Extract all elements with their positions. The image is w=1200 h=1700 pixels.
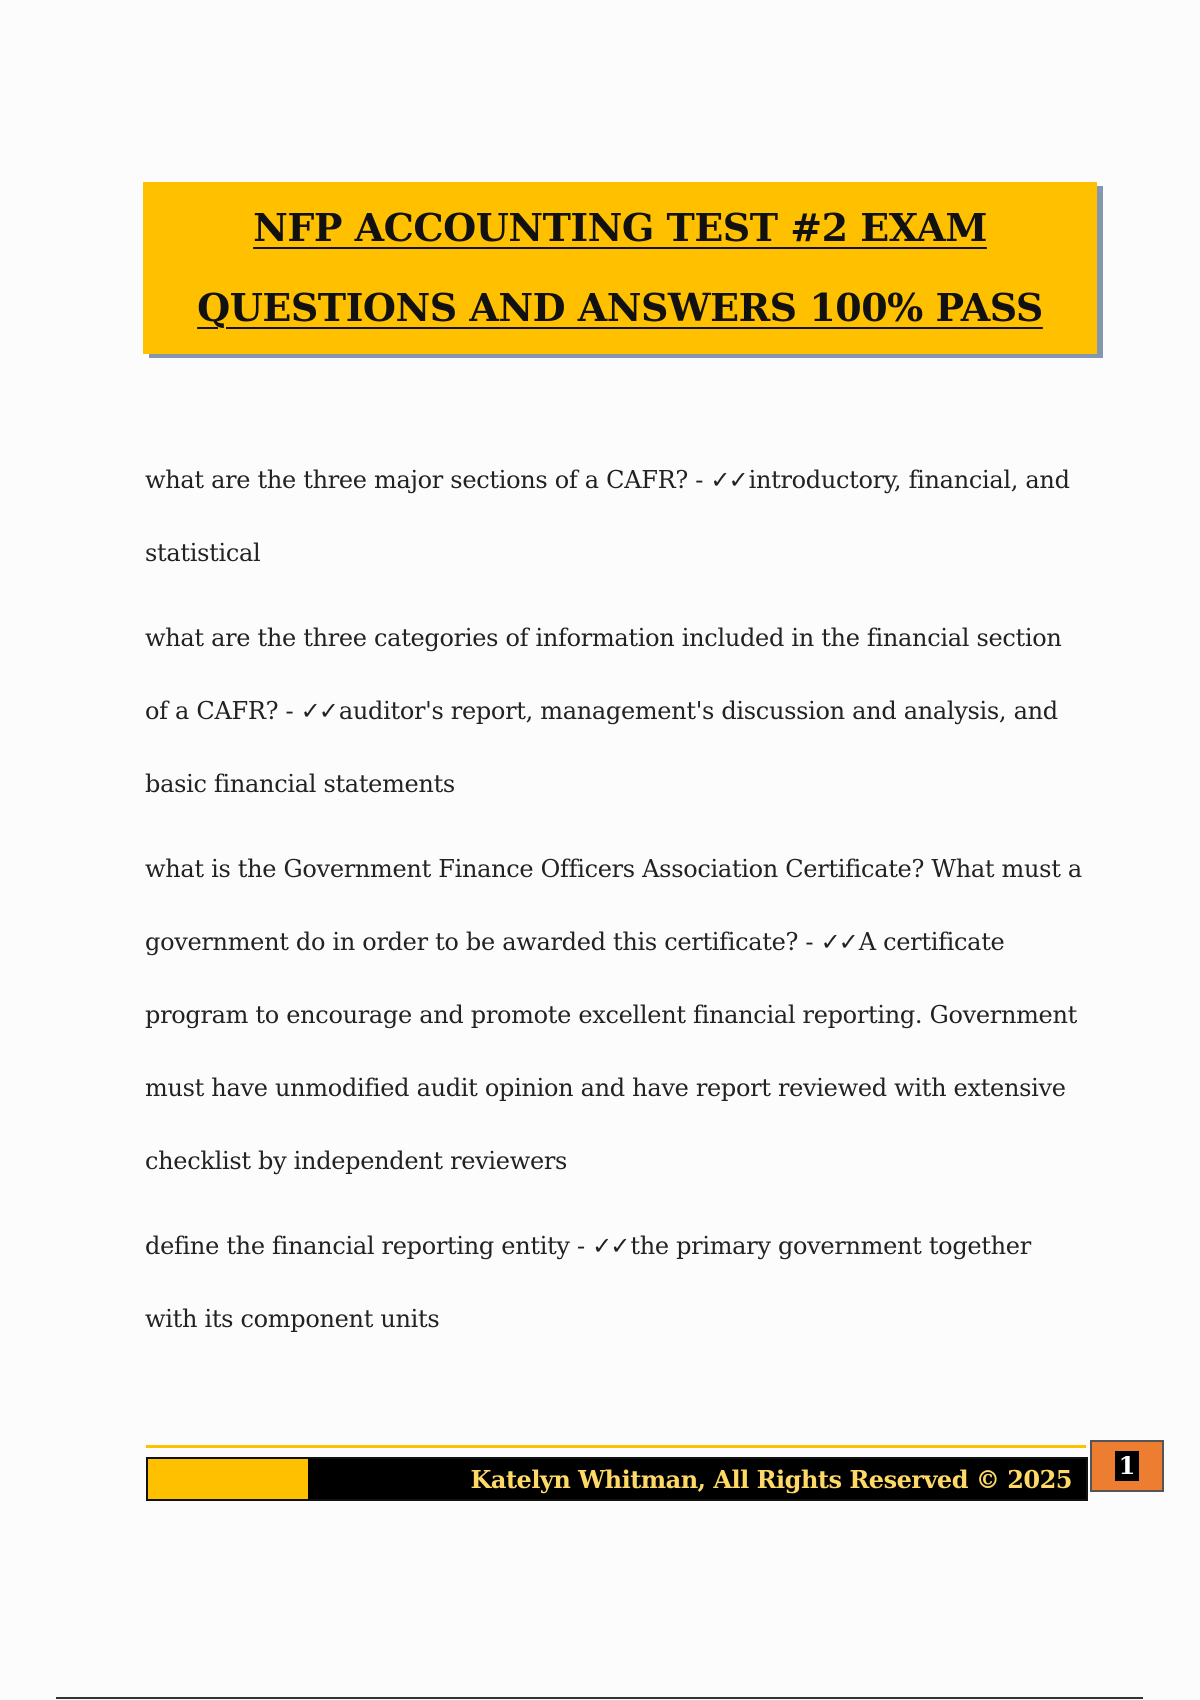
title-line-1: NFP ACCOUNTING TEST #2 EXAM [253,205,987,250]
answer-text: A certificate program to encourage and promote excellent financial reporting. Government must have unmodified audit opinion and have report reviewed with extensive checklist by independent reviewers [145,928,1077,1175]
qa-item-1 [145,444,1085,590]
answer-text: the primary government together with its component units [145,1232,1031,1333]
question-text: define the financial reporting entity - [145,1232,593,1260]
title-banner [143,182,1097,354]
question-text: what is the Government Finance Officers Association Certificate? What must a government do in order to be awarded this certificate? - [145,855,1082,956]
question-text: what are the three major sections of a CAFR? - [145,466,711,494]
footer-copyright: Katelyn Whitman, All Rights Reserved © 2025 [470,1464,1072,1494]
qa-item-2 [145,602,1085,821]
check-icon: ✓✓ [710,466,747,494]
answer-text: introductory, financial, and statistical [145,466,1070,567]
page-number-box [1090,1440,1164,1492]
title-line-2: QUESTIONS AND ANSWERS 100% PASS [197,285,1043,330]
footer-bar [146,1457,1088,1501]
check-icon: ✓✓ [820,928,857,956]
qa-item-4 [145,1210,1085,1356]
question-text: what are the three categories of information included in the financial section of a CAFR? - [145,624,1062,725]
footer-rule [146,1445,1086,1448]
qa-item-3 [145,833,1085,1198]
check-icon: ✓✓ [592,1232,629,1260]
page-number: 1 [1115,1451,1140,1481]
qa-list [145,444,1085,1368]
check-icon: ✓✓ [300,697,337,725]
bottom-divider [56,1697,1143,1699]
footer-black-band [308,1459,1086,1499]
answer-text: auditor's report, management's discussion and analysis, and basic financial statements [145,697,1058,798]
